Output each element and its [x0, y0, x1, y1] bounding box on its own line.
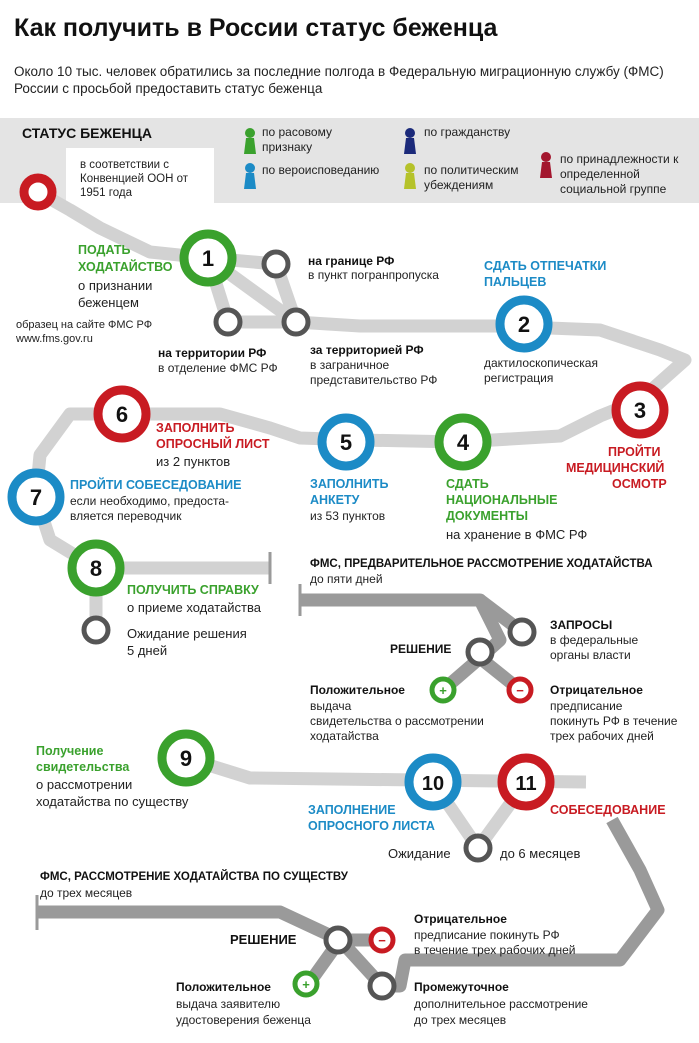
- prelim-decision: РЕШЕНИЕ: [390, 642, 452, 656]
- stop-abroad: [284, 310, 308, 334]
- station-6-num: 6: [115, 402, 129, 427]
- final-head: ФМС, РАССМОТРЕНИЕ ХОДАТАЙСТВА ПО СУЩЕСТВУ: [40, 871, 348, 883]
- wait6-b: до 6 месяцев: [500, 846, 581, 861]
- legend-politics: по политическим убеждениям: [424, 163, 519, 192]
- station-5-num: 5: [339, 430, 353, 455]
- legend-convention: в соответствии с Конвенцией ООН от 1951 года: [80, 159, 188, 199]
- legend-citizenship: по гражданству: [424, 125, 511, 139]
- border-title: на границе РФ: [308, 254, 395, 268]
- prelim-head: ФМС, ПРЕДВАРИТЕЛЬНОЕ РАССМОТРЕНИЕ ХОДАТАЙСТВА: [310, 558, 653, 570]
- abroad-title: за территорией РФ: [310, 343, 424, 357]
- station-2-num: 2: [517, 312, 531, 337]
- pawn-icon-politics: [404, 163, 416, 189]
- station-10-num: 10: [421, 773, 445, 795]
- final-pos-title: Положительное: [176, 980, 271, 994]
- final-pos-desc2: удостоверения беженца: [176, 1013, 311, 1027]
- step7-desc1: если необходимо, предоста-: [70, 494, 230, 508]
- step7-title: ПРОЙТИ СОБЕСЕДОВАНИЕ: [70, 478, 242, 492]
- step4-title3: ДОКУМЕНТЫ: [446, 509, 528, 523]
- final-neg-title: Отрицательное: [414, 912, 507, 926]
- pawn-icon-citizenship: [404, 128, 416, 154]
- step1-note1: образец на сайте ФМС РФ: [16, 319, 153, 331]
- prelim-term: до пяти дней: [310, 572, 383, 586]
- step2-desc1: дактилоскопическая: [484, 356, 598, 370]
- stop-inside: [216, 310, 240, 334]
- final-mid-desc1: дополнительное рассмотрение: [414, 997, 588, 1011]
- border-desc: в пункт погранпропуска: [308, 268, 439, 282]
- wait5-1: Ожидание решения: [127, 626, 247, 641]
- inside-title: на территории РФ: [158, 346, 267, 360]
- step9-title2: свидетельства: [36, 760, 130, 774]
- legend-religion: по вероисповеданию: [262, 163, 380, 177]
- subtitle: Около 10 тыс. человек обратились за последние полгода в Федеральную миграционную службу (ФМС) России с просьбой предоставить статус беженца: [14, 64, 664, 96]
- station-8-num: 8: [89, 556, 103, 581]
- step6-title2: ОПРОСНЫЙ ЛИСТ: [156, 437, 270, 451]
- step1-title2: ХОДАТАЙСТВО: [78, 260, 173, 274]
- station-4-num: 4: [456, 430, 470, 455]
- wait5-2: 5 дней: [127, 643, 168, 658]
- final-term: до трех месяцев: [40, 886, 133, 900]
- prelim-pos-desc3: ходатайства: [310, 729, 379, 743]
- step4-title2: НАЦИОНАЛЬНЫЕ: [446, 493, 558, 507]
- step3-title1: ПРОЙТИ: [608, 445, 661, 459]
- step6-title1: ЗАПОЛНИТЬ: [156, 421, 235, 435]
- step8-title: ПОЛУЧИТЬ СПРАВКУ: [127, 583, 259, 597]
- legend-social-group: по принадлежности к определенной социальной группе: [560, 152, 679, 196]
- plus-glyph-final: +: [302, 977, 310, 992]
- stop-prelim-decision: [468, 640, 492, 664]
- step2-title1: СДАТЬ ОТПЕЧАТКИ: [484, 259, 607, 273]
- minus-glyph-final: −: [378, 933, 386, 948]
- prelim-pos-desc1: выдача: [310, 699, 352, 713]
- requests-desc1: в федеральные: [550, 633, 639, 647]
- stop-border: [264, 252, 288, 276]
- stop-final-mid: [370, 974, 394, 998]
- plus-glyph-prelim: +: [439, 683, 447, 698]
- final-decision: РЕШЕНИЕ: [230, 932, 297, 947]
- step11-title: СОБЕСЕДОВАНИЕ: [550, 803, 666, 817]
- page-title: Как получить в России статус беженца: [14, 14, 498, 42]
- step5-title1: ЗАПОЛНИТЬ: [310, 477, 389, 491]
- pawn-icon-religion: [244, 163, 256, 189]
- step7-desc2: вляется переводчик: [70, 509, 182, 523]
- pawn-icon-social-group: [540, 152, 552, 178]
- stop-wait5: [84, 618, 108, 642]
- step2-desc2: регистрация: [484, 371, 554, 385]
- stop-requests: [510, 620, 534, 644]
- stop-final-decision: [326, 928, 350, 952]
- step9-desc1: о рассмотрении: [36, 777, 133, 792]
- abroad-desc2: представительство РФ: [310, 373, 438, 387]
- step5-title2: АНКЕТУ: [310, 493, 360, 507]
- prelim-pos-desc2: свидетельства о рассмотрении: [310, 714, 484, 728]
- step8-desc: о приеме ходатайства: [127, 600, 261, 615]
- prelim-neg-title: Отрицательное: [550, 683, 643, 697]
- step1-title1: ПОДАТЬ: [78, 243, 131, 257]
- step4-title1: СДАТЬ: [446, 477, 489, 491]
- step9-title1: Получение: [36, 744, 104, 758]
- station-11-num: 11: [515, 773, 537, 795]
- station-9-num: 9: [179, 746, 193, 771]
- final-mid-title: Промежуточное: [414, 980, 509, 994]
- abroad-desc1: в заграничное: [310, 358, 390, 372]
- step1-note2: www.fms.gov.ru: [16, 333, 93, 345]
- prelim-neg-desc1: предписание: [550, 699, 623, 713]
- stop-wait6: [466, 836, 490, 860]
- requests-title: ЗАПРОСЫ: [550, 618, 613, 632]
- start-stop: [24, 178, 52, 206]
- station-1-num: 1: [201, 246, 215, 271]
- inside-desc: в отделение ФМС РФ: [158, 361, 278, 375]
- step3-title3: ОСМОТР: [612, 477, 667, 491]
- minus-glyph-prelim: −: [516, 683, 524, 698]
- legend-race: по расовому признаку: [262, 125, 332, 154]
- prelim-neg-desc2: покинуть РФ в течение: [550, 714, 678, 728]
- step4-desc: на хранение в ФМС РФ: [446, 527, 588, 542]
- step1-desc2: беженцем: [78, 295, 139, 310]
- requests-desc2: органы власти: [550, 648, 631, 662]
- step6-desc: из 2 пунктов: [156, 454, 231, 469]
- legend-title: СТАТУС БЕЖЕНЦА: [22, 125, 152, 141]
- step10-title2: ОПРОСНОГО ЛИСТА: [308, 819, 435, 833]
- final-neg-desc2: в течение трех рабочих дней: [414, 943, 576, 957]
- final-mid-desc2: до трех месяцев: [414, 1013, 507, 1027]
- step5-desc: из 53 пунктов: [310, 509, 386, 523]
- pawn-icon-race: [244, 128, 256, 154]
- step9-desc2: ходатайства по существу: [36, 794, 189, 809]
- step10-title1: ЗАПОЛНЕНИЕ: [308, 803, 396, 817]
- wait6-a: Ожидание: [388, 846, 451, 861]
- final-pos-desc1: выдача заявителю: [176, 997, 281, 1011]
- station-7-num: 7: [29, 485, 43, 510]
- prelim-pos-title: Положительное: [310, 683, 405, 697]
- step2-title2: ПАЛЬЦЕВ: [484, 275, 547, 289]
- prelim-neg-desc3: трех рабочих дней: [550, 729, 654, 743]
- final-neg-desc1: предписание покинуть РФ: [414, 928, 560, 942]
- step1-desc1: о признании: [78, 278, 153, 293]
- station-3-num: 3: [633, 398, 647, 423]
- step3-title2: МЕДИЦИНСКИЙ: [566, 461, 665, 475]
